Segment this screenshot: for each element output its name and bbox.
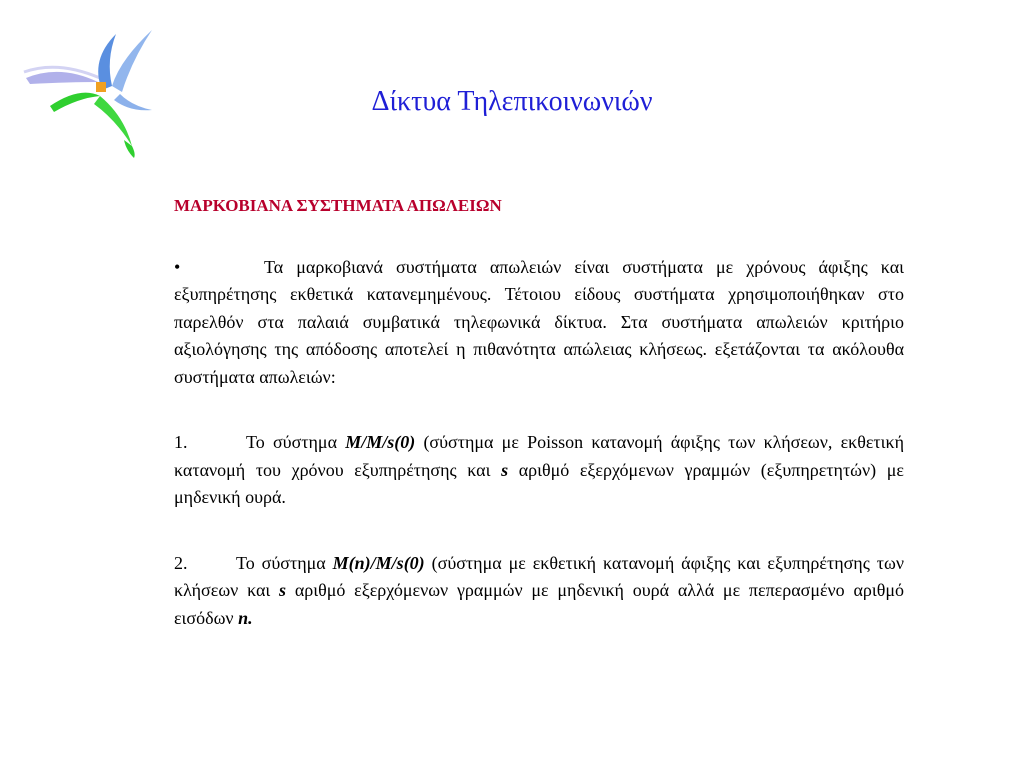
item2-prefix: Το σύστημα <box>236 552 333 573</box>
list-item-2 <box>174 550 904 633</box>
list-number-2: 2. <box>174 552 188 573</box>
item2-var-n: n. <box>238 607 253 628</box>
slide-title: Δίκτυα Τηλεπικοινωνιών <box>371 86 653 117</box>
list-item-1 <box>174 429 904 512</box>
list-number-1: 1. <box>174 432 188 452</box>
item2-var-s: s <box>279 580 287 600</box>
slide-content <box>174 192 904 670</box>
bullet-text: Τα μαρκοβιανά συστήματα απωλειών είναι συστήματα με χρόνους άφιξης και εξυπηρέτησης εκθετικά κατανεμημένους. Τέτοιου είδους συστήματα χρησιμοποιήθηκαν στο παρελθόν στα παλαιά συμβατικά τηλεφωνικά δίκτυα. Στα συστήματα απωλειών κριτήριο αξιολόγησης της απόδοσης αποτελεί η πιθανότητα απώλειας κλήσεως. εξετάζονται τα ακόλουθα συστήματα απωλειών: <box>174 256 904 387</box>
item1-middle: (σύστημα με Poisson κατανομή άφιξης των κλήσεων, εκθετική κατανομή του χρόνου εξυπηρέτησης και <box>174 432 904 480</box>
item2-middle: (σύστημα με εκθετική κατανομή άφιξης και εξυπηρέτησης των κλήσεων και <box>174 552 905 600</box>
item2-middle2: αριθμό εξερχόμενων γραμμών με μηδενική ουρά αλλά με πεπερασμένο αριθμό εισόδων <box>174 580 904 628</box>
item1-suffix: αριθμό εξερχόμενων γραμμών (εξυπηρετητών) με μηδενική ουρά. <box>174 459 904 507</box>
item2-model: M(n)/M/s(0) <box>332 552 425 573</box>
section-heading: ΜΑΡΚΟΒΙΑΝΑ ΣΥΣΤΗΜΑΤΑ ΑΠΩΛΕΙΩΝ <box>174 196 502 215</box>
bullet-marker: • <box>174 256 181 277</box>
bullet-paragraph <box>174 254 904 392</box>
item1-var-s: s <box>501 459 509 480</box>
item1-model: M/M/s(0) <box>345 432 416 452</box>
item1-prefix: Το σύστημα <box>246 432 346 452</box>
